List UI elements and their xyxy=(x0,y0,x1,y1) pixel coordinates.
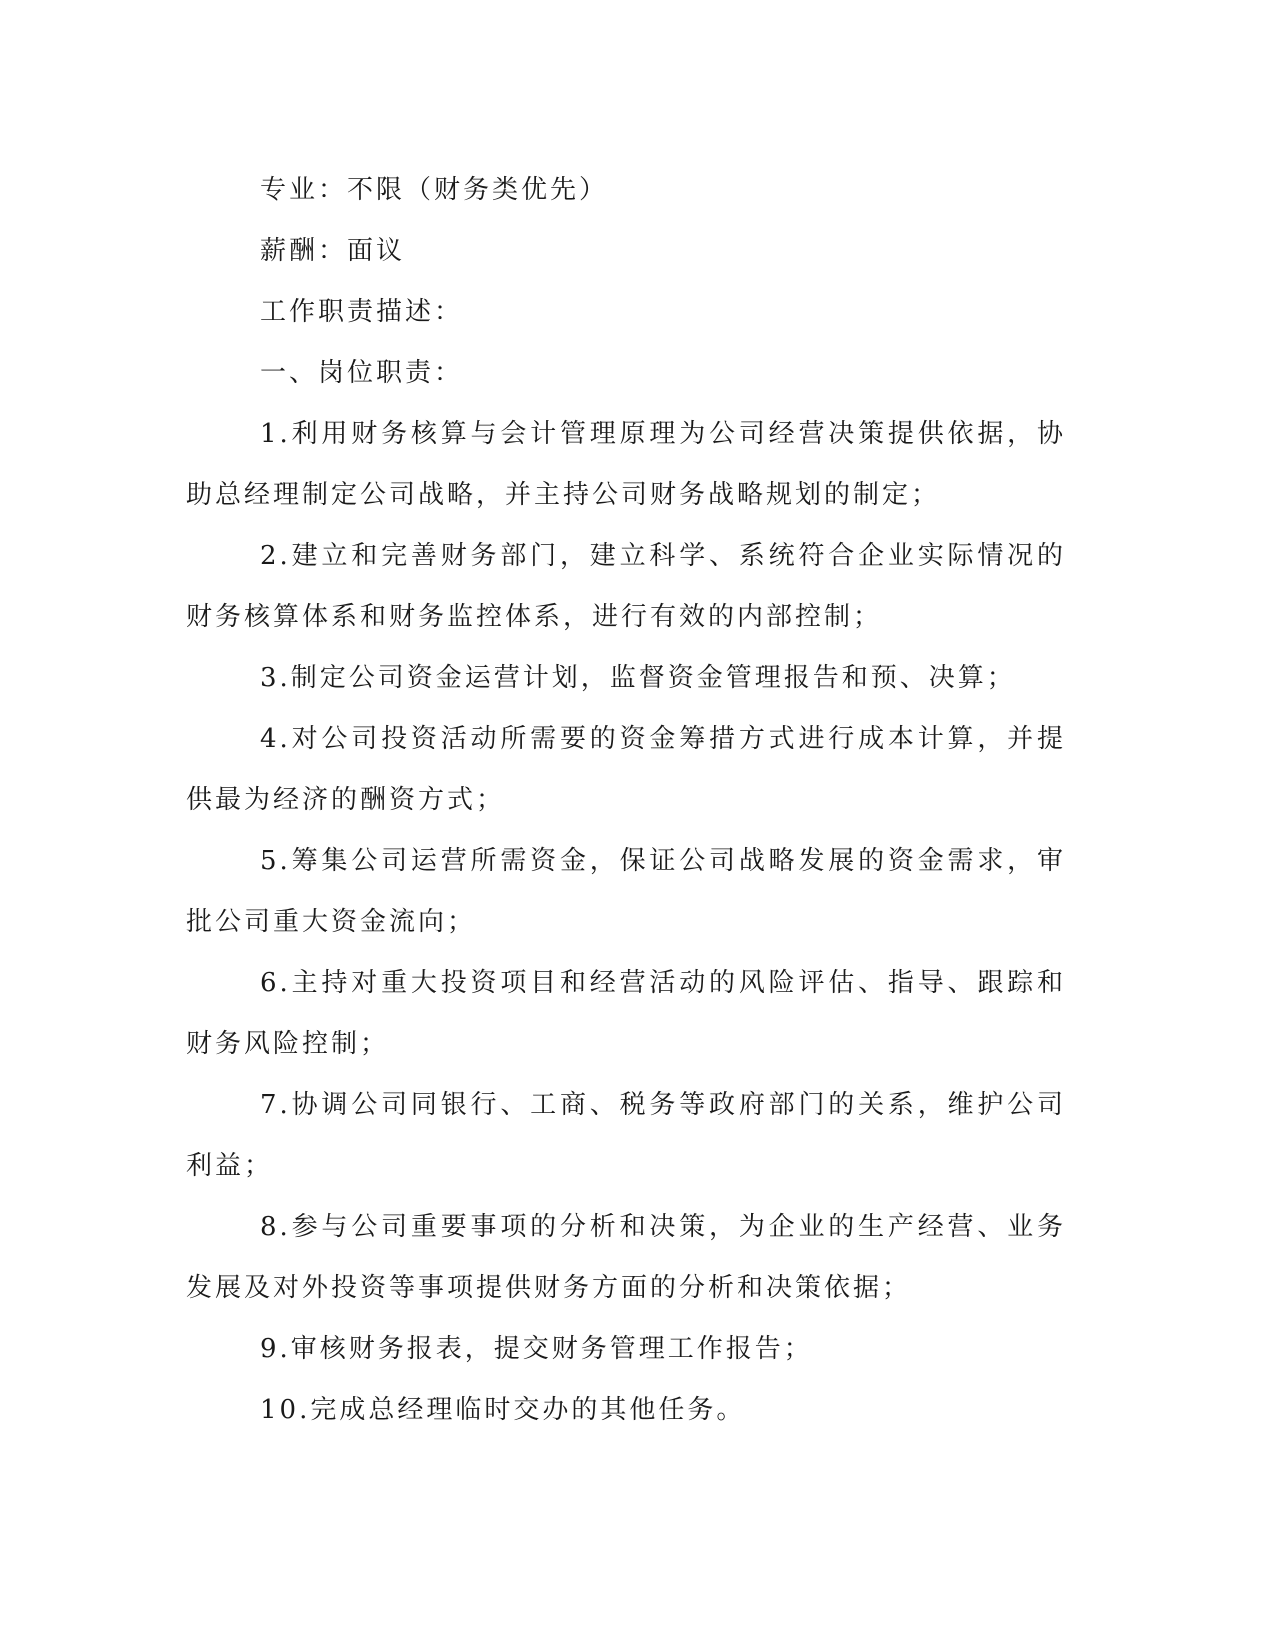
document-body xyxy=(186,160,1066,1441)
duty-item-1: 1.利用财务核算与会计管理原理为公司经营决策提供依据，协助总经理制定公司战略，并主持公司财务战略规划的制定； xyxy=(186,419,1066,510)
section-heading-responsibilities: 一、岗位职责： xyxy=(260,358,464,388)
duty-item-4: 4.对公司投资活动所需要的资金筹措方式进行成本计算，并提供最为经济的酬资方式； xyxy=(186,724,1066,815)
duty-item-10: 10.完成总经理临时交办的其他任务。 xyxy=(260,1395,746,1425)
duty-item-2: 2.建立和完善财务部门，建立科学、系统符合企业实际情况的财务核算体系和财务监控体系，进行有效的内部控制； xyxy=(186,541,1066,632)
duty-item-7: 7.协调公司同银行、工商、税务等政府部门的关系，维护公司利益； xyxy=(186,1090,1066,1181)
field-salary: 薪酬：面议 xyxy=(260,236,406,266)
duty-item-5: 5.筹集公司运营所需资金，保证公司战略发展的资金需求，审批公司重大资金流向； xyxy=(186,846,1066,937)
duty-item-9: 9.审核财务报表，提交财务管理工作报告； xyxy=(260,1334,813,1364)
duty-item-3: 3.制定公司资金运营计划，监督资金管理报告和预、决算； xyxy=(260,663,1016,693)
duty-item-8: 8.参与公司重要事项的分析和决策，为企业的生产经营、业务发展及对外投资等事项提供财务方面的分析和决策依据； xyxy=(186,1212,1066,1303)
section-heading-job-description: 工作职责描述： xyxy=(260,297,464,327)
field-major: 专业：不限（财务类优先） xyxy=(260,175,609,205)
duty-item-6: 6.主持对重大投资项目和经营活动的风险评估、指导、跟踪和财务风险控制； xyxy=(186,968,1066,1059)
